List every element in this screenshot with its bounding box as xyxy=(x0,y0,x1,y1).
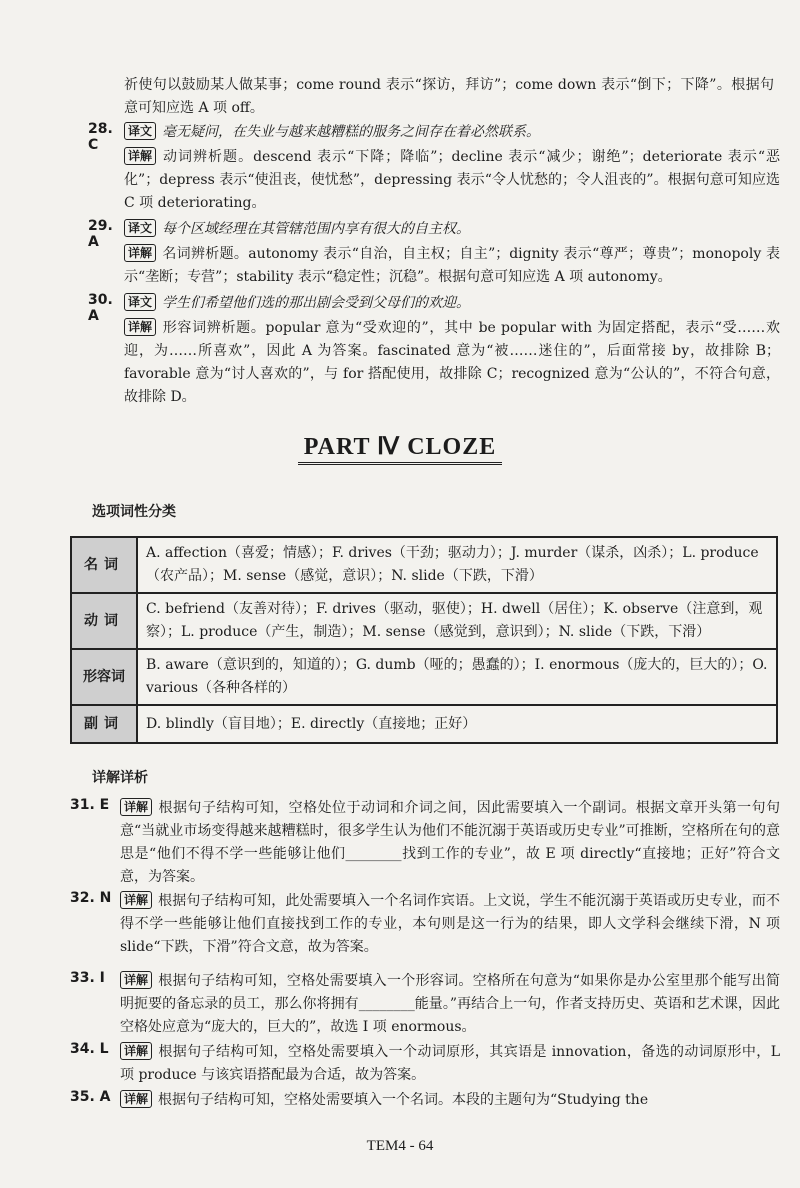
answer-entry-32 xyxy=(70,890,780,959)
explanation-line xyxy=(124,243,780,289)
translation-line xyxy=(124,121,780,144)
pos-category: 名词 xyxy=(71,537,137,593)
answer-number: 31. E xyxy=(70,797,110,813)
translation-text: 学生们希望他们选的那出剧会受到父母们的欢迎。 xyxy=(162,295,471,311)
pos-category: 动词 xyxy=(71,593,137,649)
explanation-text: 根据句子结构可知，空格处位于动词和介词之间，因此需要填入一个副词。根据文章开头第一句句意“当就业市场变得越来越糟糕时，很多学生认为他们不能沉溺于英语或历史专业”可推断，空格所在句的意思是“他们不得不学一些能够让他们________找到工作的专业”，故 E 项 directly“直接地；正好”符合文意，为答案。 xyxy=(120,800,780,885)
explanation-text: 形容词辨析题。popular 意为“受欢迎的”，其中 be popular with 为固定搭配，表示“受……欢迎，为……所喜欢”，因此 A 为答案。fascinated 意为“被……迷住的”，后面常接 by，故排除 B；favorable 意为“讨人喜欢的”，与 for 搭配使用，故排除 C；recognized 意为“公认的”，不符合句意，故排除 D。 xyxy=(124,320,780,405)
answer-number: 33. I xyxy=(70,970,105,986)
explanation-line xyxy=(124,317,780,409)
explanation-tag: 详解 xyxy=(124,147,156,165)
table-row xyxy=(71,537,777,593)
translation-text: 每个区域经理在其管辖范围内享有很大的自主权。 xyxy=(162,221,471,237)
explanation-line xyxy=(124,146,780,215)
translation-tag: 译文 xyxy=(124,293,156,311)
answer-number: 30. A xyxy=(88,292,113,324)
intro-paragraph: 祈使句以鼓励某人做某事；come round 表示“探访，拜访”；come down 表示“倒下；下降”。根据句意可知应选 A 项 off。 xyxy=(124,77,774,116)
explanation-line xyxy=(120,970,780,1039)
answer-number: 29. A xyxy=(88,218,113,250)
pos-section-title: 选项词性分类 xyxy=(92,504,176,520)
explanation-text: 根据句子结构可知，空格处需要填入一个形容词。空格所在句意为“如果你是办公室里那个能写出简明扼要的备忘录的员工，那么你将拥有________能量。”再结合上一句，作者支持历史、英语和艺术课，因此空格处应意为“庞大的，巨大的”，故选 I 项 enormous。 xyxy=(120,973,780,1035)
explanation-tag: 详解 xyxy=(124,318,156,336)
answer-entry-34 xyxy=(70,1041,780,1087)
page-number: TEM4 - 64 xyxy=(366,1138,434,1154)
explanation-tag: 详解 xyxy=(120,1042,152,1060)
table-row xyxy=(71,649,777,705)
pos-words: C. befriend（友善对待）；F. drives（驱动，驱使）；H. dwell（居住）；K. observe（注意到，观察）；L. produce（产生，制造）；M. sense（感觉到，意识到）；N. slide（下跌，下滑） xyxy=(137,593,777,649)
table-row xyxy=(71,705,777,743)
explanation-text: 根据句子结构可知，此处需要填入一个名词作宾语。上文说，学生不能沉溺于英语或历史专业，而不得不学一些能够让他们直接找到工作的专业，本句则是这一行为的结果，即人文学科会继续下滑，N 项 slide“下跌，下滑”符合文意，故为答案。 xyxy=(120,893,780,955)
translation-tag: 译文 xyxy=(124,219,156,237)
answer-entry-28 xyxy=(88,121,780,215)
translation-line xyxy=(124,218,780,241)
answer-entry-33 xyxy=(70,970,780,1039)
answer-number: 34. L xyxy=(70,1041,109,1057)
explanation-text: 名词辨析题。autonomy 表示“自治，自主权；自主”；dignity 表示“尊严；尊贵”；monopoly 表示“垄断；专营”；stability 表示“稳定性；沉稳”。根据句意可知应选 A 项 autonomy。 xyxy=(124,246,780,285)
translation-line xyxy=(124,292,780,315)
explanation-tag: 详解 xyxy=(120,891,152,909)
pos-category: 形容词 xyxy=(71,649,137,705)
answer-entry-30 xyxy=(88,292,780,409)
explanation-tag: 详解 xyxy=(120,971,152,989)
part-title xyxy=(0,432,800,461)
explanation-text: 根据句子结构可知，空格处需要填入一个动词原形，其宾语是 innovation，备选的动词原形中，L 项 produce 与该宾语搭配最为合适，故为答案。 xyxy=(120,1044,780,1083)
answer-entry-35 xyxy=(70,1089,780,1112)
translation-text: 毫无疑问，在失业与越来越糟糕的服务之间存在着必然联系。 xyxy=(162,124,541,140)
explanation-line xyxy=(120,1089,780,1112)
pos-table xyxy=(70,536,778,744)
answer-entry-31 xyxy=(70,797,780,889)
pos-words: A. affection（喜爱；情感）；F. drives（干劲；驱动力）；J. murder（谋杀，凶杀）；L. produce（农产品）；M. sense（感觉，意识）；N. slide（下跌，下滑） xyxy=(137,537,777,593)
pos-words: B. aware（意识到的，知道的）；G. dumb（哑的；愚蠢的）；I. enormous（庞大的，巨大的）；O. various（各种各样的） xyxy=(137,649,777,705)
detail-section-title: 详解详析 xyxy=(92,770,148,786)
explanation-text: 根据句子结构可知，空格处需要填入一个名词。本段的主题句为“Studying the xyxy=(158,1092,649,1108)
explanation-line xyxy=(120,1041,780,1087)
explanation-line xyxy=(120,797,780,889)
explanation-tag: 详解 xyxy=(120,1090,152,1108)
pos-category: 副词 xyxy=(71,705,137,743)
explanation-text: 动词辨析题。descend 表示“下降；降临”；decline 表示“减少；谢绝”；deteriorate 表示“恶化”；depress 表示“使沮丧，使忧愁”，depressing 表示“令人忧愁的；令人沮丧的”。根据句意可知应选 C 项 deteriorating。 xyxy=(124,149,780,211)
answer-number: 32. N xyxy=(70,890,112,906)
table-row xyxy=(71,593,777,649)
translation-tag: 译文 xyxy=(124,122,156,140)
pos-words: D. blindly（盲目地）；E. directly（直接地；正好） xyxy=(137,705,777,743)
answer-number: 28. C xyxy=(88,121,113,153)
explanation-line xyxy=(120,890,780,959)
part-title-text: PART Ⅳ CLOZE xyxy=(298,434,502,465)
answer-number: 35. A xyxy=(70,1089,111,1105)
explanation-tag: 详解 xyxy=(124,244,156,262)
answer-entry-29 xyxy=(88,218,780,289)
explanation-tag: 详解 xyxy=(120,798,152,816)
